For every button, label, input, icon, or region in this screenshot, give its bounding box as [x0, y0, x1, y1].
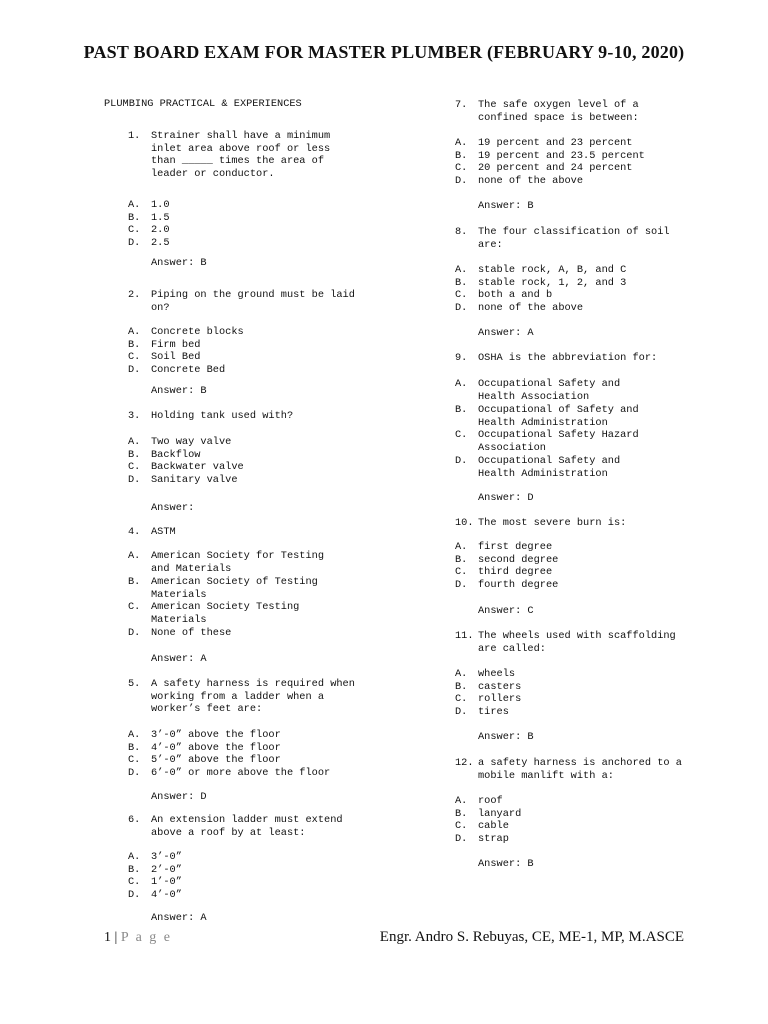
- question-text: An extension ladder must extend above a roof by at least:: [151, 814, 343, 839]
- option-a: [455, 378, 695, 403]
- option-a: [128, 326, 368, 339]
- option-letter: B.: [455, 680, 468, 693]
- option-a: [455, 541, 695, 554]
- option-text: 4’-0”: [151, 888, 182, 901]
- option-text: 19 percent and 23.5 percent: [478, 149, 645, 162]
- option-c: [455, 820, 695, 833]
- option-letter: B.: [128, 863, 141, 876]
- option-letter: B.: [128, 576, 141, 588]
- option-a: [128, 436, 368, 449]
- option-letter: A.: [455, 137, 468, 149]
- option-letter: C.: [128, 601, 141, 613]
- option-letter: D.: [455, 455, 468, 467]
- option-letter: D.: [455, 705, 468, 718]
- answer-line: Answer: A: [151, 912, 207, 924]
- option-a: [455, 264, 695, 277]
- option-c: [128, 351, 368, 364]
- answer-line: Answer: B: [478, 731, 534, 743]
- answer-line: Answer: B: [478, 200, 534, 212]
- option-text: Soil Bed: [151, 351, 201, 364]
- option-letter: C.: [128, 224, 141, 237]
- option-text: Occupational Safety Hazard Association: [478, 429, 639, 454]
- option-letter: D.: [128, 236, 141, 249]
- question-number: 7.: [455, 99, 468, 111]
- option-text: none of the above: [478, 301, 584, 314]
- option-d: [455, 833, 695, 846]
- option-d: [128, 889, 368, 902]
- option-letter: B.: [128, 448, 141, 461]
- option-letter: D.: [455, 832, 468, 845]
- question-2: [128, 289, 368, 314]
- question-number: 3.: [128, 410, 141, 422]
- option-letter: D.: [128, 473, 141, 486]
- option-d: [128, 364, 368, 377]
- question-number: 11.: [455, 630, 474, 642]
- option-d: [455, 175, 695, 188]
- option-text: American Society of Testing Materials: [151, 576, 318, 601]
- question-9: [455, 352, 695, 365]
- option-letter: A.: [128, 326, 141, 338]
- option-letter: C.: [455, 693, 468, 706]
- option-b: [455, 681, 695, 694]
- option-d: [128, 767, 368, 780]
- option-text: American Society for Testing and Materials: [151, 550, 325, 575]
- option-text: 1.5: [151, 211, 170, 224]
- option-letter: C.: [455, 820, 468, 833]
- option-letter: D.: [455, 174, 468, 187]
- option-a: [455, 795, 695, 808]
- option-letter: C.: [455, 566, 468, 579]
- option-letter: A.: [455, 795, 468, 807]
- question-number: 4.: [128, 526, 141, 538]
- page-separator: |: [114, 930, 118, 945]
- option-text: first degree: [478, 541, 553, 553]
- option-c: [128, 461, 368, 474]
- question-number: 1.: [128, 130, 141, 142]
- option-d: [128, 474, 368, 487]
- option-letter: C.: [128, 351, 141, 364]
- question-text: Piping on the ground must be laid on?: [151, 289, 355, 314]
- option-b: [128, 449, 368, 462]
- option-letter: A.: [128, 729, 141, 741]
- option-text: Occupational Safety and Health Association: [478, 378, 621, 403]
- question-3: [128, 410, 368, 423]
- option-letter: C.: [455, 429, 468, 441]
- question-6: [128, 814, 368, 839]
- option-text: American Society Testing Materials: [151, 601, 300, 626]
- option-d: [128, 627, 368, 640]
- option-text: 20 percent and 24 percent: [478, 162, 633, 175]
- option-text: Concrete Bed: [151, 363, 226, 376]
- option-text: 3’-0” above the floor: [151, 729, 281, 741]
- option-text: 1’-0”: [151, 876, 182, 889]
- question-number: 10.: [455, 517, 474, 529]
- option-text: roof: [478, 795, 503, 807]
- option-letter: B.: [455, 553, 468, 566]
- option-letter: D.: [128, 627, 141, 639]
- option-b: [455, 150, 695, 163]
- answer-line: Answer: C: [478, 605, 534, 617]
- option-b: [455, 277, 695, 290]
- question-text: The wheels used with scaffolding are called:: [478, 630, 676, 655]
- option-text: wheels: [478, 668, 516, 680]
- option-text: Firm bed: [151, 338, 201, 351]
- option-letter: A.: [128, 851, 141, 863]
- option-letter: C.: [455, 162, 468, 175]
- option-text: stable rock, A, B, and C: [478, 264, 627, 276]
- option-a: [455, 137, 695, 150]
- option-letter: D.: [128, 888, 141, 901]
- question-text: Strainer shall have a minimum inlet area above roof or less than _____ times the area of leader or conductor.: [151, 130, 331, 180]
- option-c: [455, 693, 695, 706]
- page-word: P a g e: [120, 930, 173, 945]
- question-text: OSHA is the abbreviation for:: [478, 352, 658, 364]
- option-text: Concrete blocks: [151, 326, 244, 338]
- option-letter: A.: [128, 436, 141, 448]
- question-text: A safety harness is required when working from a ladder when a worker’s feet are:: [151, 678, 355, 716]
- question-number: 12.: [455, 757, 474, 769]
- option-letter: B.: [128, 211, 141, 224]
- footer-page-number: [104, 930, 172, 946]
- option-a: [128, 550, 368, 575]
- option-c: [128, 224, 368, 237]
- question-number: 2.: [128, 289, 141, 301]
- option-text: both a and b: [478, 289, 553, 302]
- option-letter: C.: [128, 461, 141, 474]
- option-text: 3’-0”: [151, 851, 182, 863]
- option-text: 4’-0” above the floor: [151, 741, 281, 754]
- option-letter: A.: [455, 668, 468, 680]
- section-heading: PLUMBING PRACTICAL & EXPERIENCES: [104, 98, 302, 110]
- option-text: Backwater valve: [151, 461, 244, 474]
- option-text: None of these: [151, 627, 232, 639]
- option-text: third degree: [478, 566, 553, 579]
- option-text: Occupational Safety and Health Administration: [478, 455, 621, 480]
- option-text: casters: [478, 680, 522, 693]
- option-text: 5’-0” above the floor: [151, 754, 281, 767]
- option-a: [128, 729, 368, 742]
- option-letter: C.: [455, 289, 468, 302]
- option-d: [455, 455, 695, 480]
- option-letter: B.: [128, 338, 141, 351]
- option-text: stable rock, 1, 2, and 3: [478, 276, 627, 289]
- question-number: 8.: [455, 226, 468, 238]
- option-b: [128, 864, 368, 877]
- question-number: 6.: [128, 814, 141, 826]
- option-letter: B.: [455, 276, 468, 289]
- option-letter: A.: [455, 264, 468, 276]
- option-d: [128, 237, 368, 250]
- option-letter: C.: [128, 754, 141, 767]
- option-b: [455, 404, 695, 429]
- question-text: The most severe burn is:: [478, 517, 627, 529]
- answer-line: Answer: B: [151, 385, 207, 397]
- question-1: [128, 130, 368, 180]
- option-text: 2.0: [151, 224, 170, 237]
- option-text: strap: [478, 832, 509, 845]
- option-d: [455, 706, 695, 719]
- page-title: PAST BOARD EXAM FOR MASTER PLUMBER (FEBRUARY 9-10, 2020): [83, 42, 685, 62]
- question-8: [455, 226, 695, 251]
- option-letter: C.: [128, 876, 141, 889]
- option-letter: A.: [455, 541, 468, 553]
- option-text: 2.5: [151, 236, 170, 249]
- answer-line: Answer:: [151, 502, 195, 514]
- answer-line: Answer: B: [478, 858, 534, 870]
- option-text: tires: [478, 705, 509, 718]
- option-a: [128, 851, 368, 864]
- option-text: Two way valve: [151, 436, 232, 448]
- option-letter: B.: [455, 404, 468, 416]
- option-c: [128, 601, 368, 626]
- answer-line: Answer: A: [151, 653, 207, 665]
- option-d: [455, 302, 695, 315]
- question-number: 5.: [128, 678, 141, 690]
- question-11: [455, 630, 695, 655]
- option-letter: A.: [128, 550, 141, 562]
- option-text: second degree: [478, 553, 559, 566]
- option-c: [128, 754, 368, 767]
- option-letter: A.: [455, 378, 468, 390]
- option-text: fourth degree: [478, 578, 559, 591]
- option-c: [455, 429, 695, 454]
- option-b: [128, 576, 368, 601]
- option-text: rollers: [478, 693, 522, 706]
- option-b: [128, 742, 368, 755]
- option-text: lanyard: [478, 807, 522, 820]
- question-text: ASTM: [151, 526, 176, 538]
- option-letter: D.: [455, 301, 468, 314]
- question-number: 9.: [455, 352, 468, 364]
- option-c: [455, 162, 695, 175]
- question-text: The four classification of soil are:: [478, 226, 670, 251]
- option-text: 2’-0”: [151, 863, 182, 876]
- option-text: Sanitary valve: [151, 473, 238, 486]
- option-text: 1.0: [151, 199, 170, 211]
- option-c: [455, 289, 695, 302]
- option-letter: D.: [128, 766, 141, 779]
- question-7: [455, 99, 695, 124]
- question-5: [128, 678, 368, 716]
- option-a: [128, 199, 368, 212]
- option-c: [455, 566, 695, 579]
- question-4: [128, 526, 368, 539]
- answer-line: Answer: D: [478, 492, 534, 504]
- option-b: [128, 212, 368, 225]
- question-10: [455, 517, 695, 530]
- answer-line: Answer: B: [151, 257, 207, 269]
- option-b: [455, 554, 695, 567]
- option-text: none of the above: [478, 174, 584, 187]
- footer-author: Engr. Andro S. Rebuyas, CE, ME-1, MP, M.ASCE: [379, 929, 684, 945]
- option-text: cable: [478, 820, 509, 833]
- option-text: Backflow: [151, 448, 201, 461]
- question-text: a safety harness is anchored to a mobile manlift with a:: [478, 757, 682, 782]
- option-letter: B.: [455, 807, 468, 820]
- question-12: [455, 757, 695, 782]
- question-text: Holding tank used with?: [151, 410, 294, 422]
- answer-line: Answer: A: [478, 327, 534, 339]
- option-text: 19 percent and 23 percent: [478, 137, 633, 149]
- answer-line: Answer: D: [151, 791, 207, 803]
- question-text: The safe oxygen level of a confined space is between:: [478, 99, 639, 124]
- page-number: 1: [104, 930, 111, 945]
- option-b: [128, 339, 368, 352]
- option-letter: B.: [128, 741, 141, 754]
- option-letter: D.: [455, 578, 468, 591]
- option-d: [455, 579, 695, 592]
- option-b: [455, 808, 695, 821]
- option-a: [455, 668, 695, 681]
- option-letter: B.: [455, 149, 468, 162]
- option-text: 6’-0” or more above the floor: [151, 766, 331, 779]
- option-letter: D.: [128, 363, 141, 376]
- option-letter: A.: [128, 199, 141, 211]
- option-c: [128, 876, 368, 889]
- option-text: Occupational of Safety and Health Administration: [478, 404, 639, 429]
